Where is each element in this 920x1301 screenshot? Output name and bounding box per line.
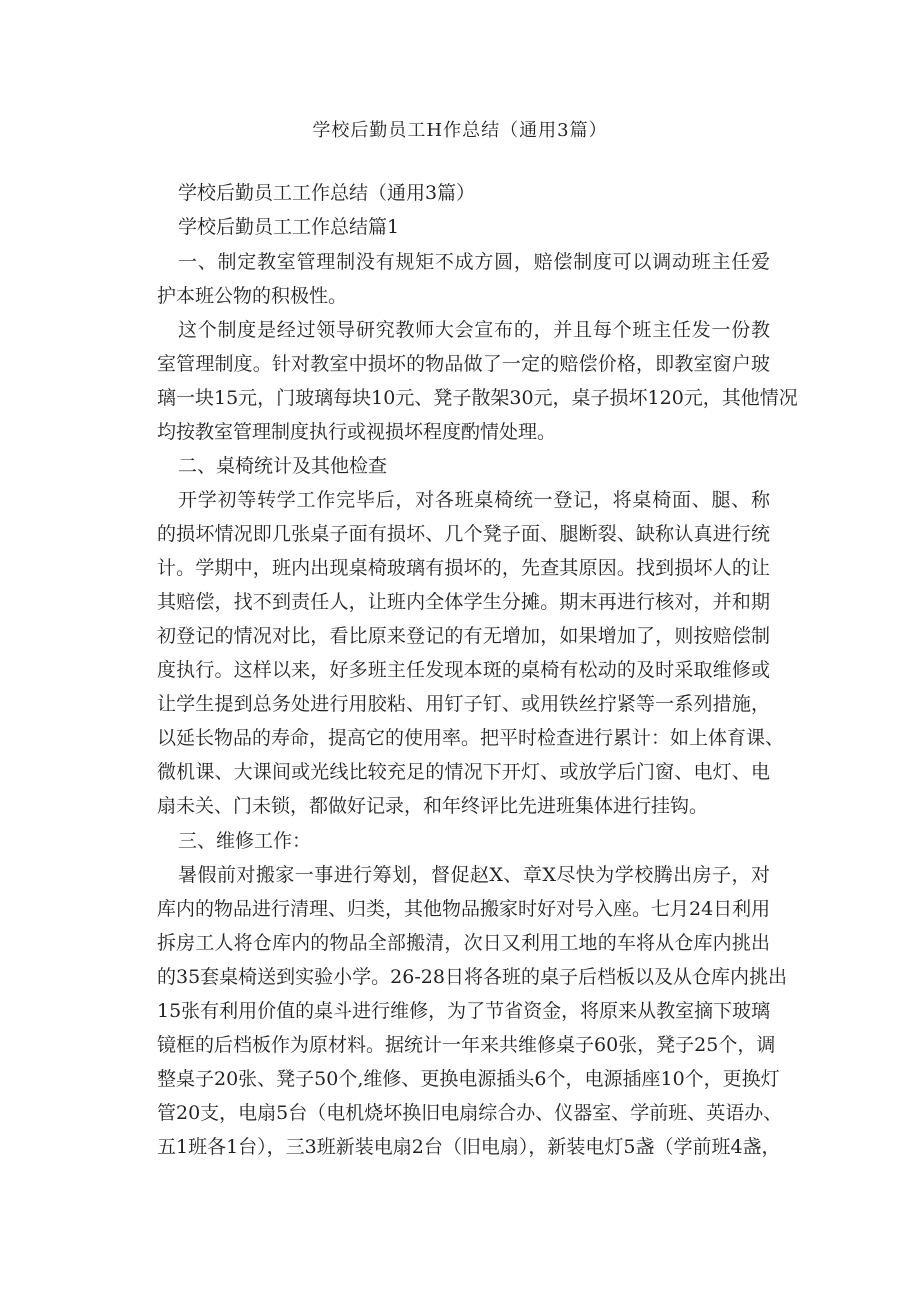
paragraph-line: 的35套桌椅送到实验小学。26-28日将各班的桌子后档板以及从仓库内挑出	[157, 966, 787, 988]
paragraph-line: 计。学期中，班内出现桌椅玻璃有损坏的，先查其原因。找到损坏人的让	[157, 557, 770, 579]
section-heading: 二、桌椅统计及其他检查	[178, 455, 388, 477]
paragraph-line: 护本班公物的积极性。	[157, 285, 348, 307]
paragraph-line: 拆房工人将仓库内的物品全部搬清，次日又利用工地的车将从仓库内挑出	[157, 932, 770, 954]
paragraph-line: 一、制定教室管理制没有规矩不成方圆，赔偿制度可以调动班主任爱	[178, 251, 770, 273]
paragraph-line: 15张有利用价值的桌斗进行维修，为了节省资金，将原来从教室摘下玻璃	[157, 1000, 771, 1022]
paragraph-line: 暑假前对搬家一事进行筹划，督促赵X、章X尽快为学校腾出房子，对	[178, 864, 770, 886]
subtitle: 学校后勤员工工作总结（通用3篇）	[178, 182, 476, 204]
paragraph-line: 室管理制度。针对教室中损坏的物品做了一定的赔偿价格，即教室窗户玻	[157, 353, 770, 375]
paragraph-line: 度执行。这样以来，好多班主任发现本斑的桌椅有松动的及时采取维修或	[157, 659, 770, 681]
paragraph-line: 让学生提到总务处进行用胶粘、用钉子钉、或用铁丝拧紧等一系列措施，	[157, 693, 770, 715]
paragraph-line: 璃一块15元，门玻璃每块10元、凳子散架30元，桌子损坏120元，其他情况	[157, 387, 798, 409]
paragraph-line: 管20支，电扇5台（电机烧坏换旧电扇综合办、仪器室、学前班、英语办、	[157, 1102, 783, 1124]
paragraph-line: 以延长物品的寿命，提高它的使用率。把平时检查进行累计：如上体育课、	[157, 727, 785, 749]
paragraph-line: 微机课、大课间或光线比较充足的情况下开灯、或放学后门窗、电灯、电	[157, 761, 770, 783]
paragraph-line: 扇未关、门未锁，都做好记录，和年终评比先进班集体进行挂钩。	[157, 795, 709, 817]
paragraph-line: 五1班各1台），三3班新装电扇2台（旧电扇），新装电灯5盏（学前班4盏，	[157, 1136, 781, 1158]
paragraph-line: 初登记的情况对比，看比原来登记的有无增加，如果增加了，则按赔偿制	[157, 625, 770, 647]
paragraph-line: 开学初等转学工作完毕后，对各班桌椅统一登记，将桌椅面、腿、称	[178, 489, 770, 511]
section-heading: 学校后勤员工工作总结篇1	[178, 216, 400, 238]
paragraph-line: 其赔偿，找不到责任人，让班内全体学生分摊。期末再进行核对，并和期	[157, 591, 770, 613]
paragraph-line: 库内的物品进行清理、归类，其他物品搬家时好对号入座。七月24日利用	[157, 898, 771, 920]
section-heading: 三、维修工作：	[178, 830, 312, 852]
paragraph-line: 镜框的后档板作为原材料。据统计一年来共维修桌子60张，凳子25个，调	[157, 1034, 776, 1056]
paragraph-line: 的损坏情况即几张桌子面有损坏、几个凳子面、腿断裂、缺称认真进行统	[157, 523, 770, 545]
document-title: 学校后勤员工H作总结（通用3篇）	[312, 120, 608, 141]
paragraph-line: 这个制度是经过领导研究教师大会宣布的，并且每个班主任发一份教	[178, 319, 770, 341]
paragraph-line: 整桌子20张、凳子50个,维修、更换电源插头6个，电源插座10个，更换灯	[157, 1068, 780, 1090]
paragraph-line: 均按教室管理制度执行或视损坏程度酌情处理。	[157, 421, 557, 443]
